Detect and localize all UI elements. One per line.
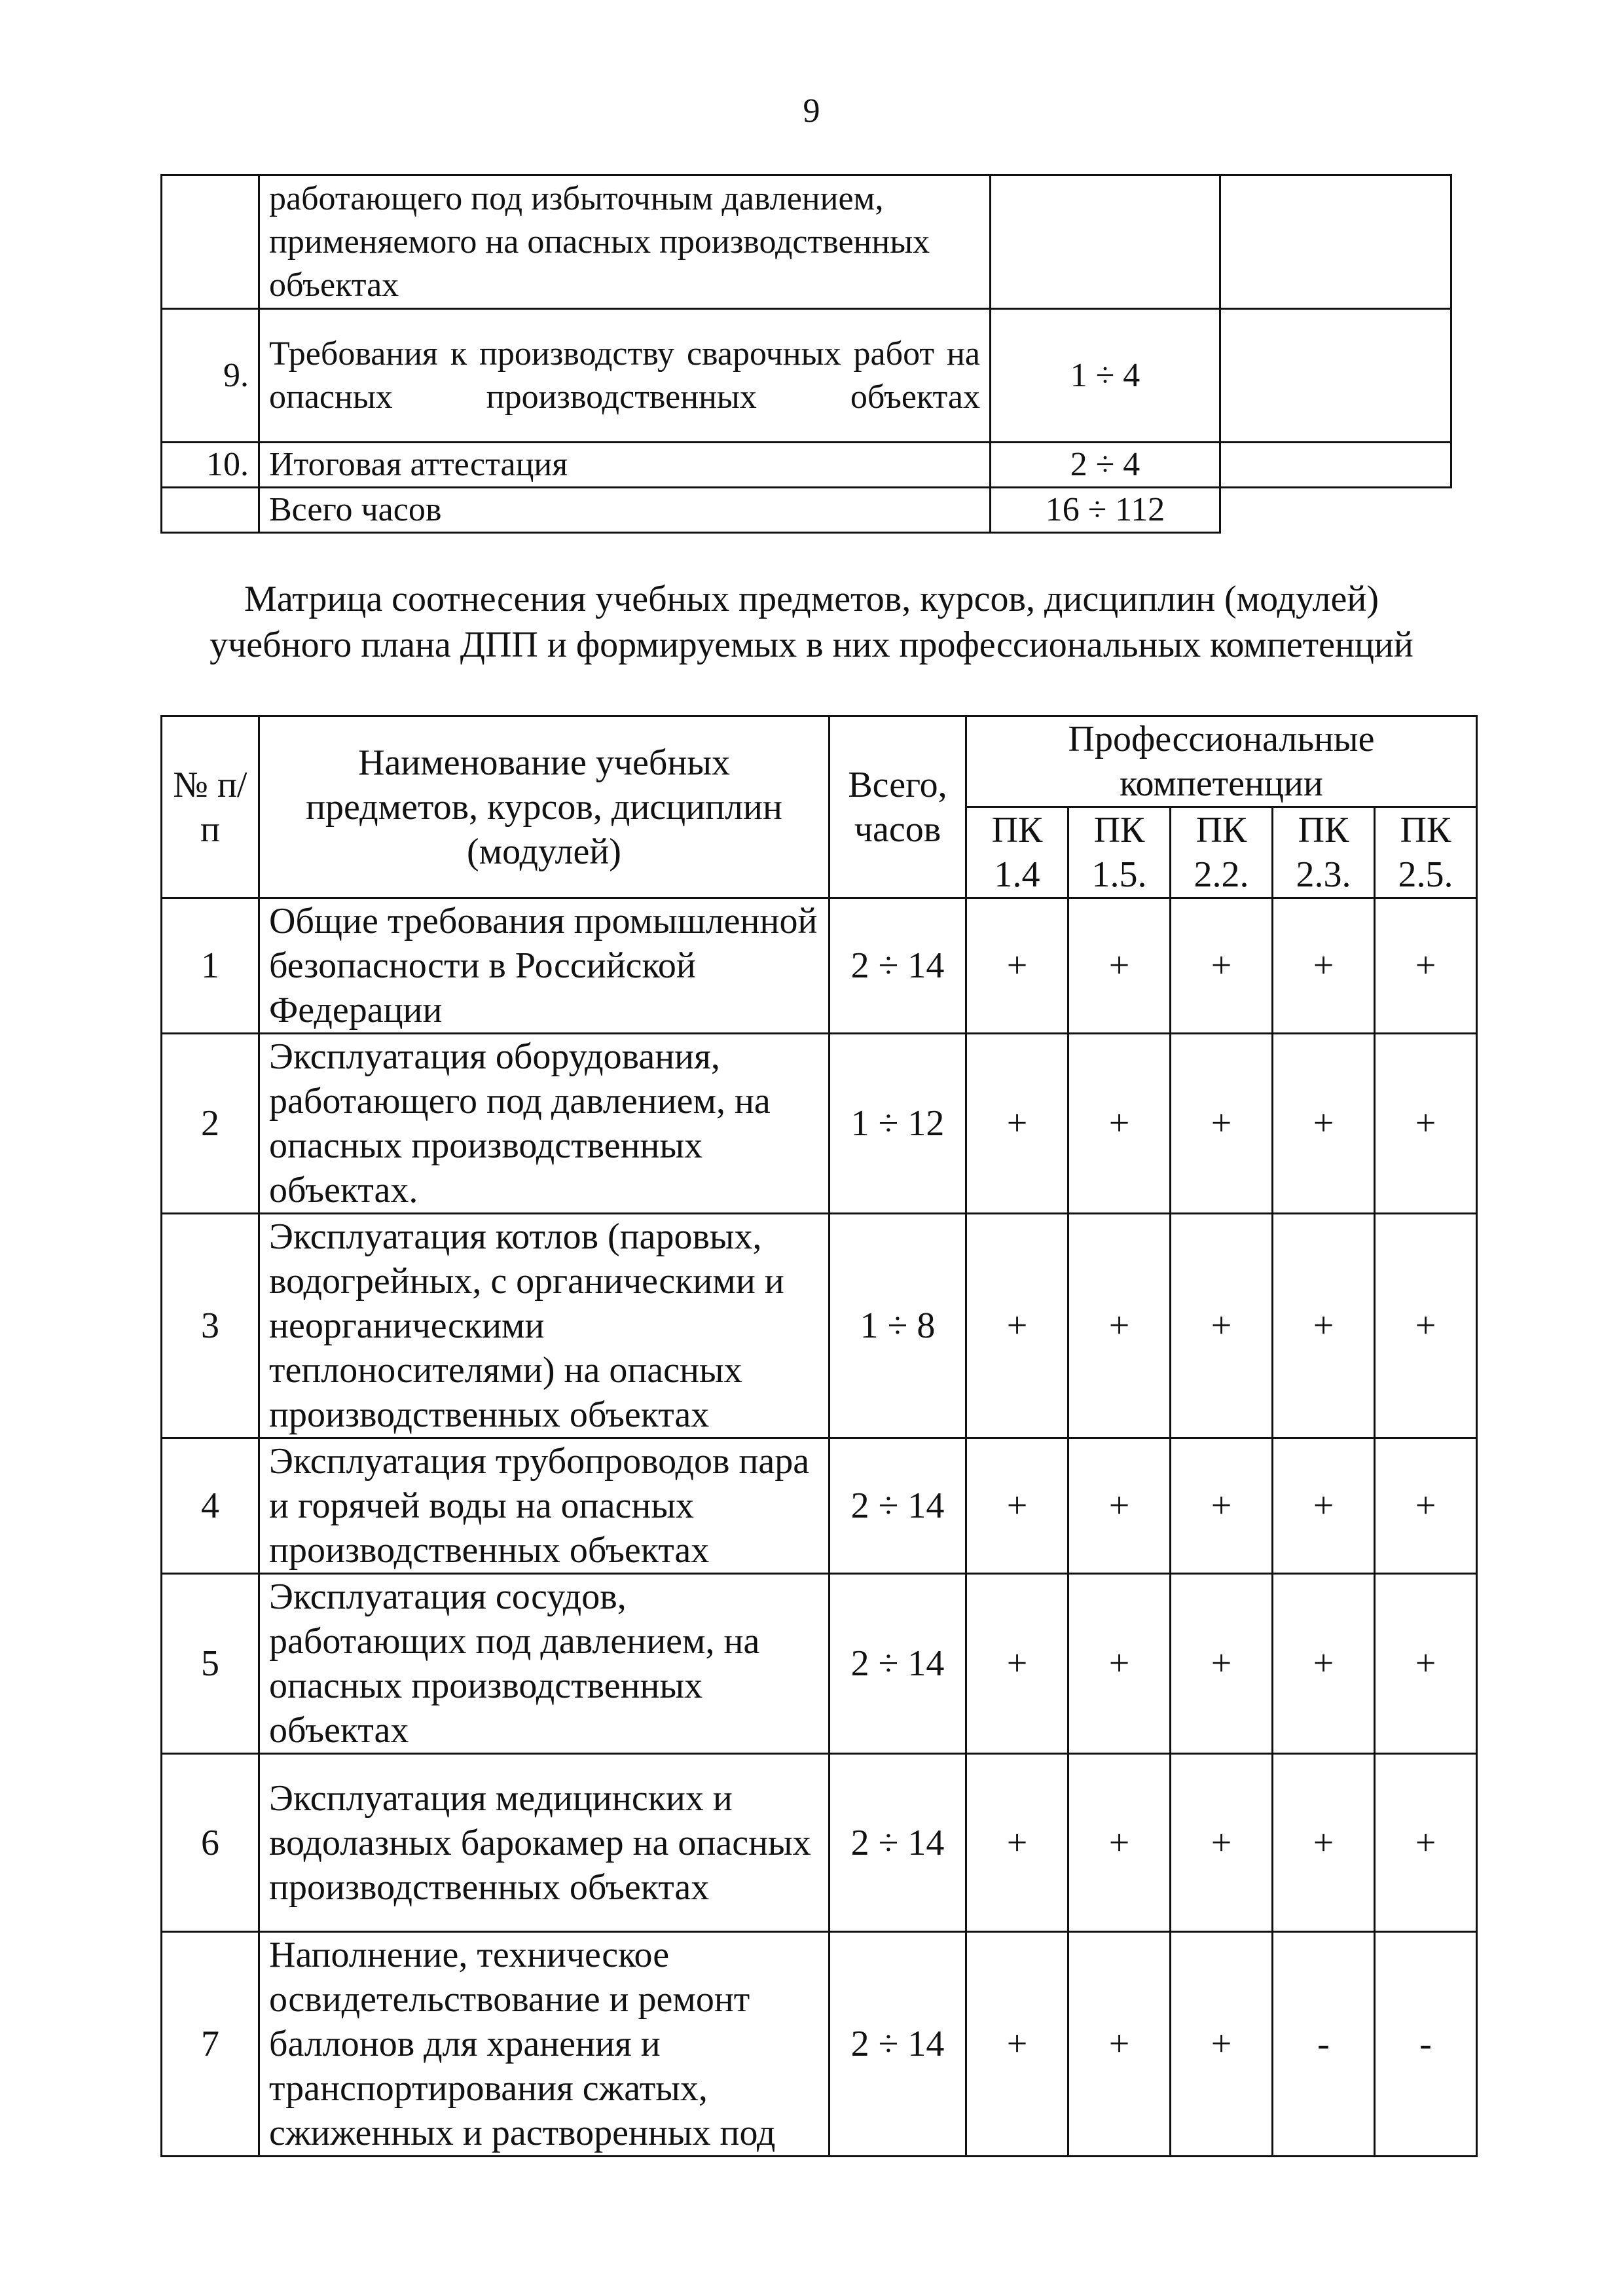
mark-pk-1: + <box>966 1034 1068 1214</box>
mark-pk-3: + <box>1171 1932 1273 2157</box>
header-no: № п/п <box>162 716 259 898</box>
mark-pk-1: + <box>966 1214 1068 1438</box>
header-pk-2: ПК 1.5. <box>1068 807 1171 898</box>
mark-pk-2: + <box>1068 1214 1171 1438</box>
row-extra <box>1220 175 1451 309</box>
mark-pk-5: + <box>1375 1214 1477 1438</box>
table-row-total <box>162 488 1451 533</box>
caption-line-1: Матрица соотнесения учебных предметов, курсов, дисциплин (модулей) <box>244 579 1379 619</box>
row-total: 2 ÷ 14 <box>830 1932 966 2157</box>
row-name: Эксплуатация котлов (паровых, водогрейных, с органическими и неорганическими теплоносителями) на опасных производственных объектах <box>259 1214 830 1438</box>
header-pk-4: ПК 2.3. <box>1273 807 1375 898</box>
row-no: 5 <box>162 1574 259 1754</box>
mark-pk-3: + <box>1171 1214 1273 1438</box>
row-name <box>259 309 991 443</box>
mark-pk-2: + <box>1068 1932 1171 2157</box>
mark-pk-1: + <box>966 1574 1068 1754</box>
header-row <box>162 716 1477 807</box>
header-competencies: Профессиональные компетенции <box>966 716 1477 807</box>
row-hours: 1 ÷ 4 <box>991 309 1220 443</box>
row-total: 1 ÷ 12 <box>830 1034 966 1214</box>
row-total: 2 ÷ 14 <box>830 1754 966 1932</box>
row-no: 2 <box>162 1034 259 1214</box>
header-pk-5: ПК 2.5. <box>1375 807 1477 898</box>
mark-pk-4: + <box>1273 1438 1375 1574</box>
mark-pk-2: + <box>1068 898 1171 1034</box>
mark-pk-1: + <box>966 1754 1068 1932</box>
table-row <box>162 309 1451 443</box>
mark-pk-2: + <box>1068 1034 1171 1214</box>
row-no: 4 <box>162 1438 259 1574</box>
matrix-caption <box>0 576 1623 668</box>
row-name: Итоговая аттестация <box>259 443 991 488</box>
mark-pk-4: + <box>1273 1574 1375 1754</box>
row-number <box>162 488 259 533</box>
table-row <box>162 898 1477 1034</box>
row-name: Эксплуатация медицинских и водолазных барокамер на опасных производственных объектах <box>259 1754 830 1932</box>
row-total: 2 ÷ 14 <box>830 1438 966 1574</box>
row-hours: 16 ÷ 112 <box>991 488 1220 533</box>
mark-pk-5: - <box>1375 1932 1477 2157</box>
table-row <box>162 443 1451 488</box>
curriculum-table-continuation <box>160 174 1452 534</box>
row-no: 1 <box>162 898 259 1034</box>
row-number: 10. <box>162 443 259 488</box>
row-total: 2 ÷ 14 <box>830 1574 966 1754</box>
mark-pk-3: + <box>1171 1438 1273 1574</box>
mark-pk-4: - <box>1273 1932 1375 2157</box>
mark-pk-2: + <box>1068 1438 1171 1574</box>
mark-pk-5: + <box>1375 1754 1477 1932</box>
table-row <box>162 1754 1477 1932</box>
row-extra <box>1220 309 1451 443</box>
page-number: 9 <box>803 92 820 130</box>
row-number: 9. <box>162 309 259 443</box>
mark-pk-2: + <box>1068 1754 1171 1932</box>
row-name: работающего под избыточным давлением, применяемого на опасных производственных объектах <box>259 175 991 309</box>
row-name: Эксплуатация трубопроводов пара и горячей воды на опасных производственных объектах <box>259 1438 830 1574</box>
row-hours <box>991 175 1220 309</box>
header-pk-3: ПК 2.2. <box>1171 807 1273 898</box>
table-row <box>162 1438 1477 1574</box>
row-hours: 2 ÷ 4 <box>991 443 1220 488</box>
row-name: Эксплуатация оборудования, работающего под давлением, на опасных производственных объектах. <box>259 1034 830 1214</box>
mark-pk-3: + <box>1171 898 1273 1034</box>
row-total: 1 ÷ 8 <box>830 1214 966 1438</box>
mark-pk-1: + <box>966 1438 1068 1574</box>
mark-pk-2: + <box>1068 1574 1171 1754</box>
mark-pk-5: + <box>1375 898 1477 1034</box>
table-row <box>162 175 1451 309</box>
row-no: 7 <box>162 1932 259 2157</box>
mark-pk-4: + <box>1273 898 1375 1034</box>
mark-pk-5: + <box>1375 1034 1477 1214</box>
header-name: Наименование учебных предметов, курсов, дисциплин (модулей) <box>259 716 830 898</box>
mark-pk-1: + <box>966 1932 1068 2157</box>
mark-pk-5: + <box>1375 1438 1477 1574</box>
row-extra <box>1220 488 1451 533</box>
caption-line-2: учебного плана ДПП и формируемых в них профессиональных компетенций <box>210 625 1413 665</box>
mark-pk-5: + <box>1375 1574 1477 1754</box>
row-no: 6 <box>162 1754 259 1932</box>
table-row <box>162 1932 1477 2157</box>
competency-matrix-table <box>160 715 1478 2157</box>
mark-pk-3: + <box>1171 1034 1273 1214</box>
mark-pk-4: + <box>1273 1034 1375 1214</box>
mark-pk-1: + <box>966 898 1068 1034</box>
table-row <box>162 1034 1477 1214</box>
mark-pk-3: + <box>1171 1574 1273 1754</box>
row-name: Всего часов <box>259 488 991 533</box>
row-name: Общие требования промышленной безопасности в Российской Федерации <box>259 898 830 1034</box>
row-extra <box>1220 443 1451 488</box>
table-row <box>162 1214 1477 1438</box>
mark-pk-4: + <box>1273 1754 1375 1932</box>
row-number <box>162 175 259 309</box>
row-name-text: Требования к производству сварочных работ на опасных производственных объектах <box>269 335 980 416</box>
row-name: Эксплуатация сосудов, работающих под давлением, на опасных производственных объектах <box>259 1574 830 1754</box>
row-no: 3 <box>162 1214 259 1438</box>
header-total: Всего, часов <box>830 716 966 898</box>
header-pk-1: ПК 1.4 <box>966 807 1068 898</box>
row-name: Наполнение, техническое освидетельствование и ремонт баллонов для хранения и транспортирования сжатых, сжиженных и растворенных под <box>259 1932 830 2157</box>
row-total: 2 ÷ 14 <box>830 898 966 1034</box>
mark-pk-4: + <box>1273 1214 1375 1438</box>
mark-pk-3: + <box>1171 1754 1273 1932</box>
table-row <box>162 1574 1477 1754</box>
